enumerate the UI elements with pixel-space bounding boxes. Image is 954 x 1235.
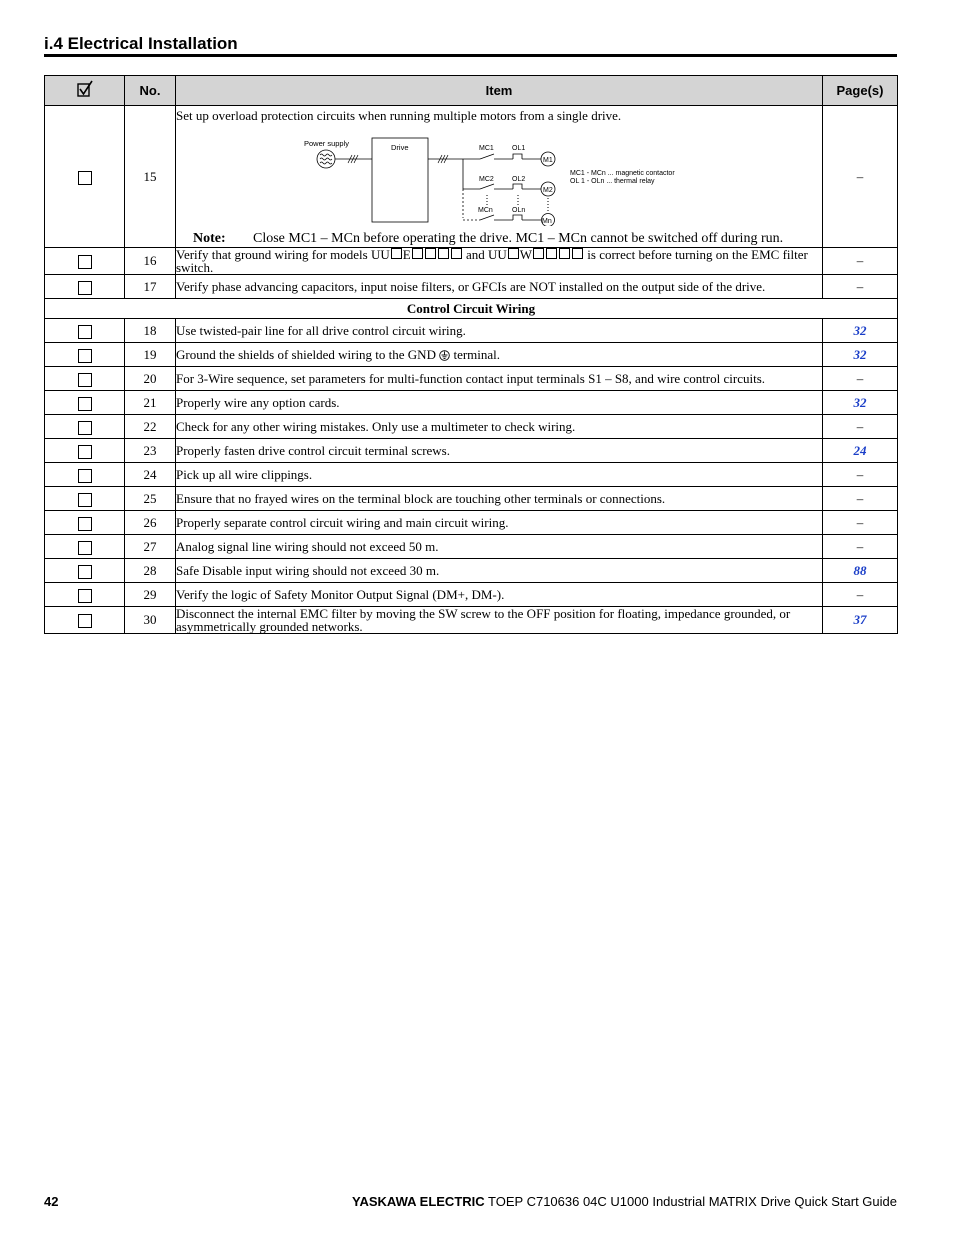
page-reference: – <box>856 514 864 530</box>
row-number: 25 <box>125 487 176 511</box>
item-text: Ground the shields of shielded wiring to the GND terminal. <box>176 343 823 367</box>
checkbox[interactable] <box>78 589 92 603</box>
page-link[interactable]: 32 <box>853 322 867 338</box>
row-number: 16 <box>125 248 176 275</box>
table-row <box>45 275 898 299</box>
placeholder-box-icon <box>438 248 449 259</box>
page-link[interactable]: 88 <box>853 562 867 578</box>
pages-column-header: Page(s) <box>823 76 898 106</box>
page-reference: – <box>856 278 864 294</box>
placeholder-box-icon <box>559 248 570 259</box>
checkbox[interactable] <box>78 493 92 507</box>
checkbox[interactable] <box>78 541 92 555</box>
m1-label: M1 <box>543 157 553 164</box>
placeholder-box-icon <box>391 248 402 259</box>
m2-label: M2 <box>543 187 553 194</box>
table-row <box>45 343 898 367</box>
table-row <box>45 487 898 511</box>
ol1-label: OL1 <box>512 145 526 152</box>
page-number: 42 <box>44 1194 59 1209</box>
note-text: Close MC1 – MCn before operating the drive. MC1 – MCn cannot be switched off during run. <box>253 231 784 246</box>
no-column-header: No. <box>125 76 176 106</box>
legend-contactor: MC1 - MCn ... magnetic contactor <box>570 170 675 177</box>
table-row <box>45 367 898 391</box>
page-reference: – <box>856 538 864 554</box>
placeholder-box-icon <box>508 248 519 259</box>
table-row <box>45 535 898 559</box>
brand-name: YASKAWA ELECTRIC <box>351 1194 485 1209</box>
checkbox[interactable] <box>78 281 92 295</box>
oln-label: OLn <box>512 207 526 214</box>
section-title: Control Circuit Wiring <box>45 299 898 319</box>
table-row <box>45 248 898 275</box>
placeholder-box-icon <box>572 248 583 259</box>
item-text: Set up overload protection circuits when running multiple motors from a single drive. <box>176 108 622 123</box>
checkbox[interactable] <box>78 469 92 483</box>
mn-label: Mn <box>542 218 552 225</box>
note <box>176 232 822 245</box>
checkbox[interactable] <box>78 445 92 459</box>
placeholder-box-icon <box>451 248 462 259</box>
item-text: Use twisted-pair line for all drive control circuit wiring. <box>176 319 823 343</box>
page-link[interactable]: 37 <box>853 612 867 627</box>
checkbox[interactable] <box>78 373 92 387</box>
row-number: 26 <box>125 511 176 535</box>
checkmark-icon <box>77 80 93 98</box>
row-number: 20 <box>125 367 176 391</box>
heading-rule <box>44 54 897 57</box>
table-row <box>45 319 898 343</box>
page-link[interactable]: 24 <box>853 442 867 458</box>
row-number: 17 <box>125 275 176 299</box>
ol2-label: OL2 <box>512 176 526 183</box>
table-row <box>45 583 898 607</box>
page-reference: – <box>856 370 864 386</box>
row-number: 24 <box>125 463 176 487</box>
table-row <box>45 607 898 634</box>
mc1-label: MC1 <box>479 145 494 152</box>
row-number: 27 <box>125 535 176 559</box>
table-header-row <box>45 76 898 106</box>
section-heading: i.4 Electrical Installation <box>44 34 238 53</box>
footer-title <box>352 1194 897 1209</box>
placeholder-box-icon <box>533 248 544 259</box>
item-text: Verify the logic of Safety Monitor Output Signal (DM+, DM-). <box>176 583 823 607</box>
row-number: 30 <box>125 607 176 634</box>
item-text: Pick up all wire clippings. <box>176 463 823 487</box>
checklist-table <box>44 75 898 634</box>
page-reference: – <box>856 586 864 602</box>
item-text: Ensure that no frayed wires on the terminal block are touching other terminals or connections. <box>176 487 823 511</box>
checkbox[interactable] <box>78 517 92 531</box>
item-text: Analog signal line wiring should not exceed 50 m. <box>176 535 823 559</box>
table-row <box>45 106 898 248</box>
checkbox[interactable] <box>78 325 92 339</box>
drive-label: Drive <box>391 143 409 152</box>
checkbox[interactable] <box>78 397 92 411</box>
table-row <box>45 463 898 487</box>
item-column-header: Item <box>176 76 823 106</box>
checkbox[interactable] <box>78 614 92 628</box>
checkbox[interactable] <box>78 255 92 269</box>
item-text: Properly separate control circuit wiring and main circuit wiring. <box>176 511 823 535</box>
checkbox[interactable] <box>78 565 92 579</box>
page-reference: – <box>856 466 864 482</box>
row-number: 18 <box>125 319 176 343</box>
checkbox[interactable] <box>78 349 92 363</box>
placeholder-box-icon <box>425 248 436 259</box>
item-text: Check for any other wiring mistakes. Only use a multimeter to check wiring. <box>176 415 823 439</box>
item-text: Properly fasten drive control circuit terminal screws. <box>176 439 823 463</box>
item-text: Verify that ground wiring for models UU E and UU W is correct before turning on the EMC filter switch. <box>176 248 823 275</box>
item-text: Properly wire any option cards. <box>176 391 823 415</box>
checkbox[interactable] <box>78 421 92 435</box>
checkbox[interactable] <box>78 171 92 185</box>
row-number: 22 <box>125 415 176 439</box>
page-reference: – <box>856 418 864 434</box>
power-supply-label: Power supply <box>304 139 350 148</box>
row-number: 28 <box>125 559 176 583</box>
item-text: Disconnect the internal EMC filter by moving the SW screw to the OFF position for floating, impedance grounded, or asymmetrically grounded networks. <box>176 607 823 634</box>
page-link[interactable]: 32 <box>853 346 867 362</box>
table-row <box>45 415 898 439</box>
page-reference: – <box>856 168 864 184</box>
ground-icon <box>439 350 450 361</box>
item-text: Verify phase advancing capacitors, input noise filters, or GFCIs are NOT installed on the output side of the drive. <box>176 275 823 299</box>
document-title: TOEP C710636 04C U1000 Industrial MATRIX Drive Quick Start Guide <box>484 1194 897 1209</box>
item-text: Safe Disable input wiring should not exceed 30 m. <box>176 559 823 583</box>
row-number: 15 <box>125 106 176 248</box>
mc2-label: MC2 <box>479 176 494 183</box>
placeholder-box-icon <box>412 248 423 259</box>
placeholder-box-icon <box>546 248 557 259</box>
page-reference: – <box>856 490 864 506</box>
table-row <box>45 559 898 583</box>
table-row <box>45 439 898 463</box>
mcn-label: MCn <box>478 207 493 214</box>
row-number: 23 <box>125 439 176 463</box>
table-row <box>45 511 898 535</box>
check-column-header <box>45 76 125 106</box>
motor-protection-diagram <box>176 126 736 226</box>
page-link[interactable]: 32 <box>853 394 867 410</box>
row-number: 21 <box>125 391 176 415</box>
page-reference: – <box>856 253 864 268</box>
row-number: 29 <box>125 583 176 607</box>
row-number: 19 <box>125 343 176 367</box>
note-label: Note: <box>193 231 226 246</box>
section-row <box>45 299 898 319</box>
legend-thermal-relay: OL 1 - OLn ... thermal relay <box>570 178 655 185</box>
item-text: For 3-Wire sequence, set parameters for multi-function contact input terminals S1 – S8, and wire control circuits. <box>176 367 823 391</box>
table-row <box>45 391 898 415</box>
